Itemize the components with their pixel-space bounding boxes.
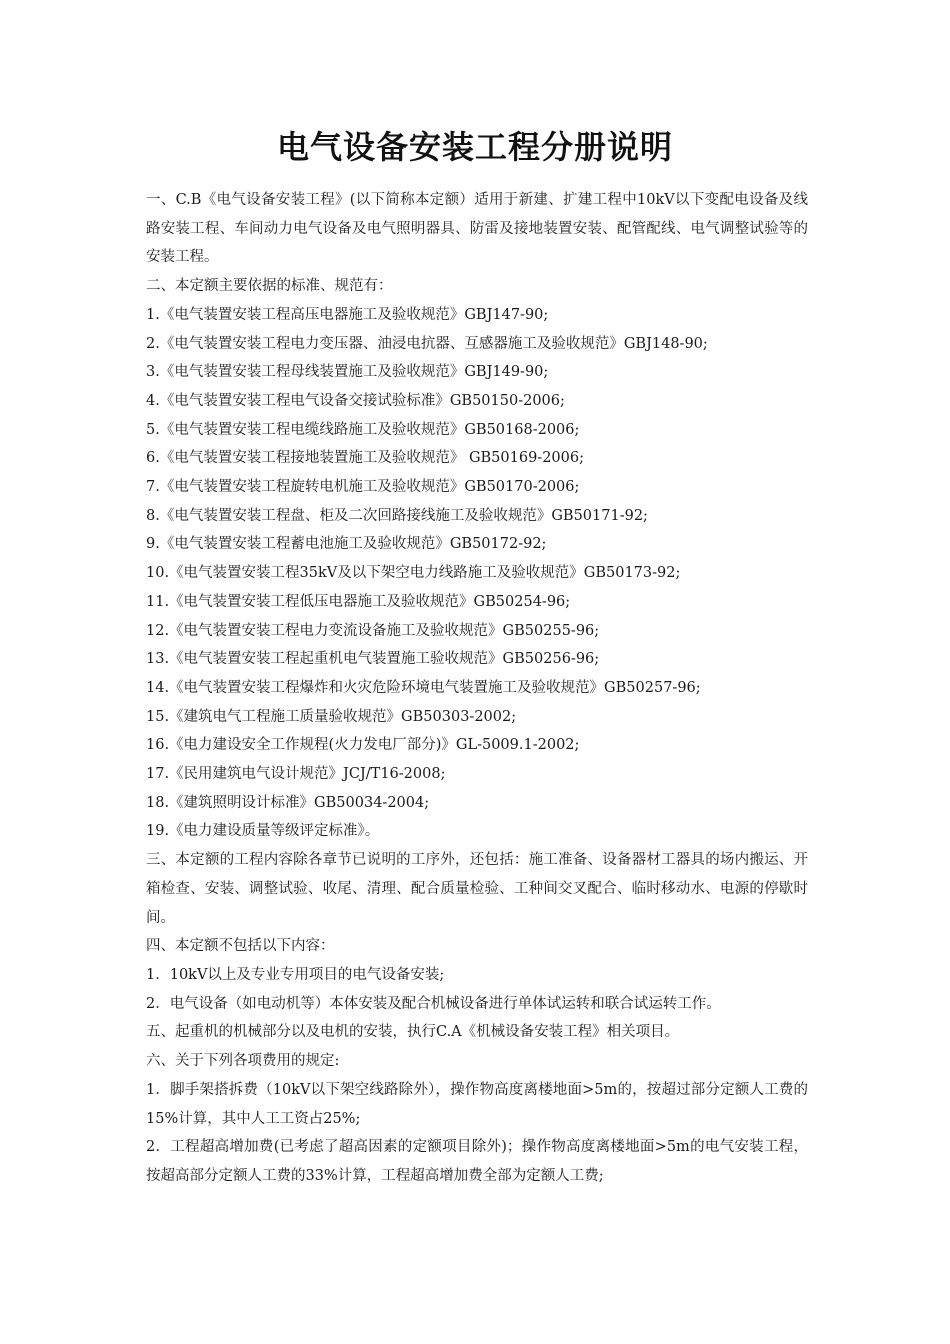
paragraph: 2.《电气装置安装工程电力变压器、油浸电抗器、互感器施工及验收规范》GBJ148-90; — [146, 335, 708, 352]
paragraph: 18.《建筑照明设计标准》GB50034-2004; — [146, 794, 430, 811]
paragraph: 10.《电气装置安装工程35kV及以下架空电力线路施工及验收规范》GB50173-92; — [146, 565, 681, 582]
paragraph: 9.《电气装置安装工程蓄电池施工及验收规范》GB50172-92; — [146, 536, 547, 553]
paragraph: 13.《电气装置安装工程起重机电气装置施工验收规范》GB50256-96; — [146, 651, 600, 668]
paragraph: 7.《电气装置安装工程旋转电机施工及验收规范》GB50170-2006; — [146, 479, 580, 496]
paragraph: 16.《电力建设安全工作规程(火力发电厂部分)》GL-5009.1-2002; — [146, 737, 580, 754]
paragraph: 6.《电气装置安装工程接地装置施工及验收规范》 GB50169-2006; — [146, 450, 584, 467]
paragraph: 四、本定额不包括以下内容： — [146, 938, 335, 955]
paragraph: 六、关于下列各项费用的规定: — [146, 1053, 340, 1070]
paragraph: 一、C.B《电气设备安装工程》(以下简称本定额）适用于新建、扩建工程中10kV以下变配电设备及线路安装工程、车间动力电气设备及电气照明器具、防雷及接地装置安装、配管配线、电气调整试验等的安装工程。 — [146, 192, 808, 266]
document-body — [146, 186, 808, 1191]
paragraph: 三、本定额的工程内容除各章节已说明的工序外，还包括：施工准备、设备器材工器具的场内搬运、开箱检查、安装、调整试验、收尾、清理、配合质量检验、工种间交叉配合、临时移动水、电源的停歇时间。 — [146, 852, 808, 926]
paragraph: 二、本定额主要依据的标准、规范有： — [146, 278, 393, 295]
paragraph: 14.《电气装置安装工程爆炸和火灾危险环境电气装置施工及验收规范》GB50257-96; — [146, 679, 701, 696]
paragraph: 1.《电气装置安装工程高压电器施工及验收规范》GBJ147-90; — [146, 306, 549, 323]
paragraph: 2．电气设备（如电动机等）本体安装及配合机械设备进行单体试运转和联合试运转工作。 — [146, 995, 721, 1012]
paragraph: 12.《电气装置安装工程电力变流设备施工及验收规范》GB50255-96; — [146, 622, 600, 639]
paragraph: 15.《建筑电气工程施工质量验收规范》GB50303-2002; — [146, 708, 517, 725]
paragraph: 11.《电气装置安装工程低压电器施工及验收规范》GB50254-96; — [146, 593, 571, 610]
paragraph: 2．工程超高增加费(已考虑了超高因素的定额项目除外)；操作物高度离楼地面>5m的电气安装工程，按超高部分定额人工费的33%计算，工程超高增加费全部为定额人工费; — [146, 1139, 808, 1184]
paragraph: 8.《电气装置安装工程盘、柜及二次回路接线施工及验收规范》GB50171-92; — [146, 507, 648, 524]
paragraph: 1．10kV以上及专业专用项目的电气设备安装; — [146, 966, 445, 983]
paragraph: 5.《电气装置安装工程电缆线路施工及验收规范》GB50168-2006; — [146, 421, 580, 438]
paragraph: 4.《电气装置安装工程电气设备交接试验标准》GB50150-2006; — [146, 392, 565, 409]
document-title: 电气设备安装工程分册说明 — [276, 128, 673, 166]
paragraph: 3.《电气装置安装工程母线装置施工及验收规范》GBJ149-90; — [146, 364, 549, 381]
paragraph: 1．脚手架搭拆费（10kV以下架空线路除外），操作物高度离楼地面>5m的，按超过部分定额人工费的15%计算，其中人工工资占25%; — [146, 1081, 808, 1127]
paragraph: 17.《民用建筑电气设计规范》JCJ/T16-2008; — [146, 766, 446, 783]
paragraph: 19.《电力建设质量等级评定标准》。 — [146, 823, 380, 840]
paragraph: 五、起重机的机械部分以及电机的安装，执行C.A《机械设备安装工程》相关项目。 — [146, 1024, 680, 1041]
